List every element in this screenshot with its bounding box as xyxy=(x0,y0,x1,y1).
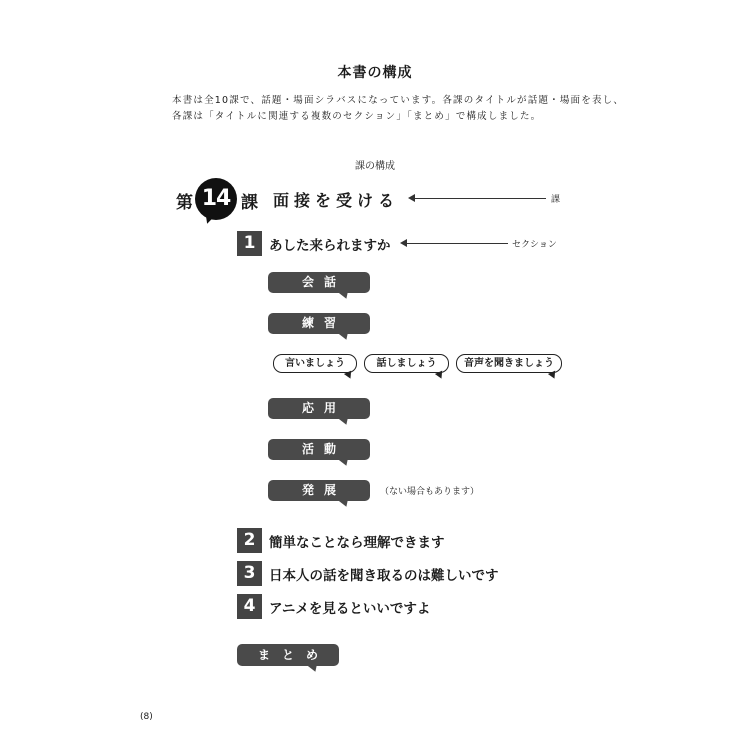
lesson-label: 課 xyxy=(551,195,561,205)
part-katsudou-tail xyxy=(339,457,351,468)
section-arrow-line xyxy=(406,243,508,244)
lesson-prefix: 第 xyxy=(176,193,193,213)
lesson-number-badge: 14 xyxy=(195,178,237,220)
section-number-2: 2 xyxy=(237,528,262,553)
section-number-1: 1 xyxy=(237,231,262,256)
part-katsudou: 活動 xyxy=(268,439,370,460)
part-kaiwa-tail xyxy=(339,290,351,301)
lesson-arrow-line xyxy=(414,198,546,199)
lesson-suffix: 課 xyxy=(241,193,258,213)
hatten-note: （ない場合もあります） xyxy=(380,487,480,497)
part-ouyou: 応用 xyxy=(268,398,370,419)
part-matome: まとめ xyxy=(237,644,339,666)
bubble-iimashou-tail xyxy=(344,371,354,381)
page-title: 本書の構成 xyxy=(337,65,413,81)
section-number-3: 3 xyxy=(237,561,262,586)
diagram-subtitle: 課の構成 xyxy=(355,161,395,172)
part-renshu-tail xyxy=(339,331,351,342)
part-hatten-tail xyxy=(339,498,351,509)
section-label: セクション xyxy=(512,240,557,250)
part-ouyou-tail xyxy=(339,416,351,427)
part-hatten: 発展 xyxy=(268,480,370,501)
bubble-hanashimashou: 話しましょう xyxy=(364,354,449,373)
intro-text-line-1: 本書は全10課で、話題・場面シラバスになっています。各課のタイトルが話題・場面を表し、 xyxy=(172,95,625,106)
section-title-4: アニメを見るといいですよ xyxy=(269,601,431,617)
section-title-2: 簡単なことなら理解できます xyxy=(269,535,445,551)
section-title-1: あした来られますか xyxy=(269,238,391,254)
section-number-4: 4 xyxy=(237,594,262,619)
part-kaiwa: 会話 xyxy=(268,272,370,293)
part-renshu: 練習 xyxy=(268,313,370,334)
intro-text-line-2: 各課は「タイトルに関連する複数のセクション」「まとめ」で構成しました。 xyxy=(172,111,542,122)
section-title-3: 日本人の話を聞き取るのは難しいです xyxy=(269,568,499,584)
lesson-title: 面接を受ける xyxy=(273,191,400,210)
part-matome-tail xyxy=(308,663,320,674)
bubble-onsei: 音声を聞きましょう xyxy=(456,354,562,373)
page-number: (8) xyxy=(140,712,153,722)
bubble-iimashou: 言いましょう xyxy=(273,354,357,373)
